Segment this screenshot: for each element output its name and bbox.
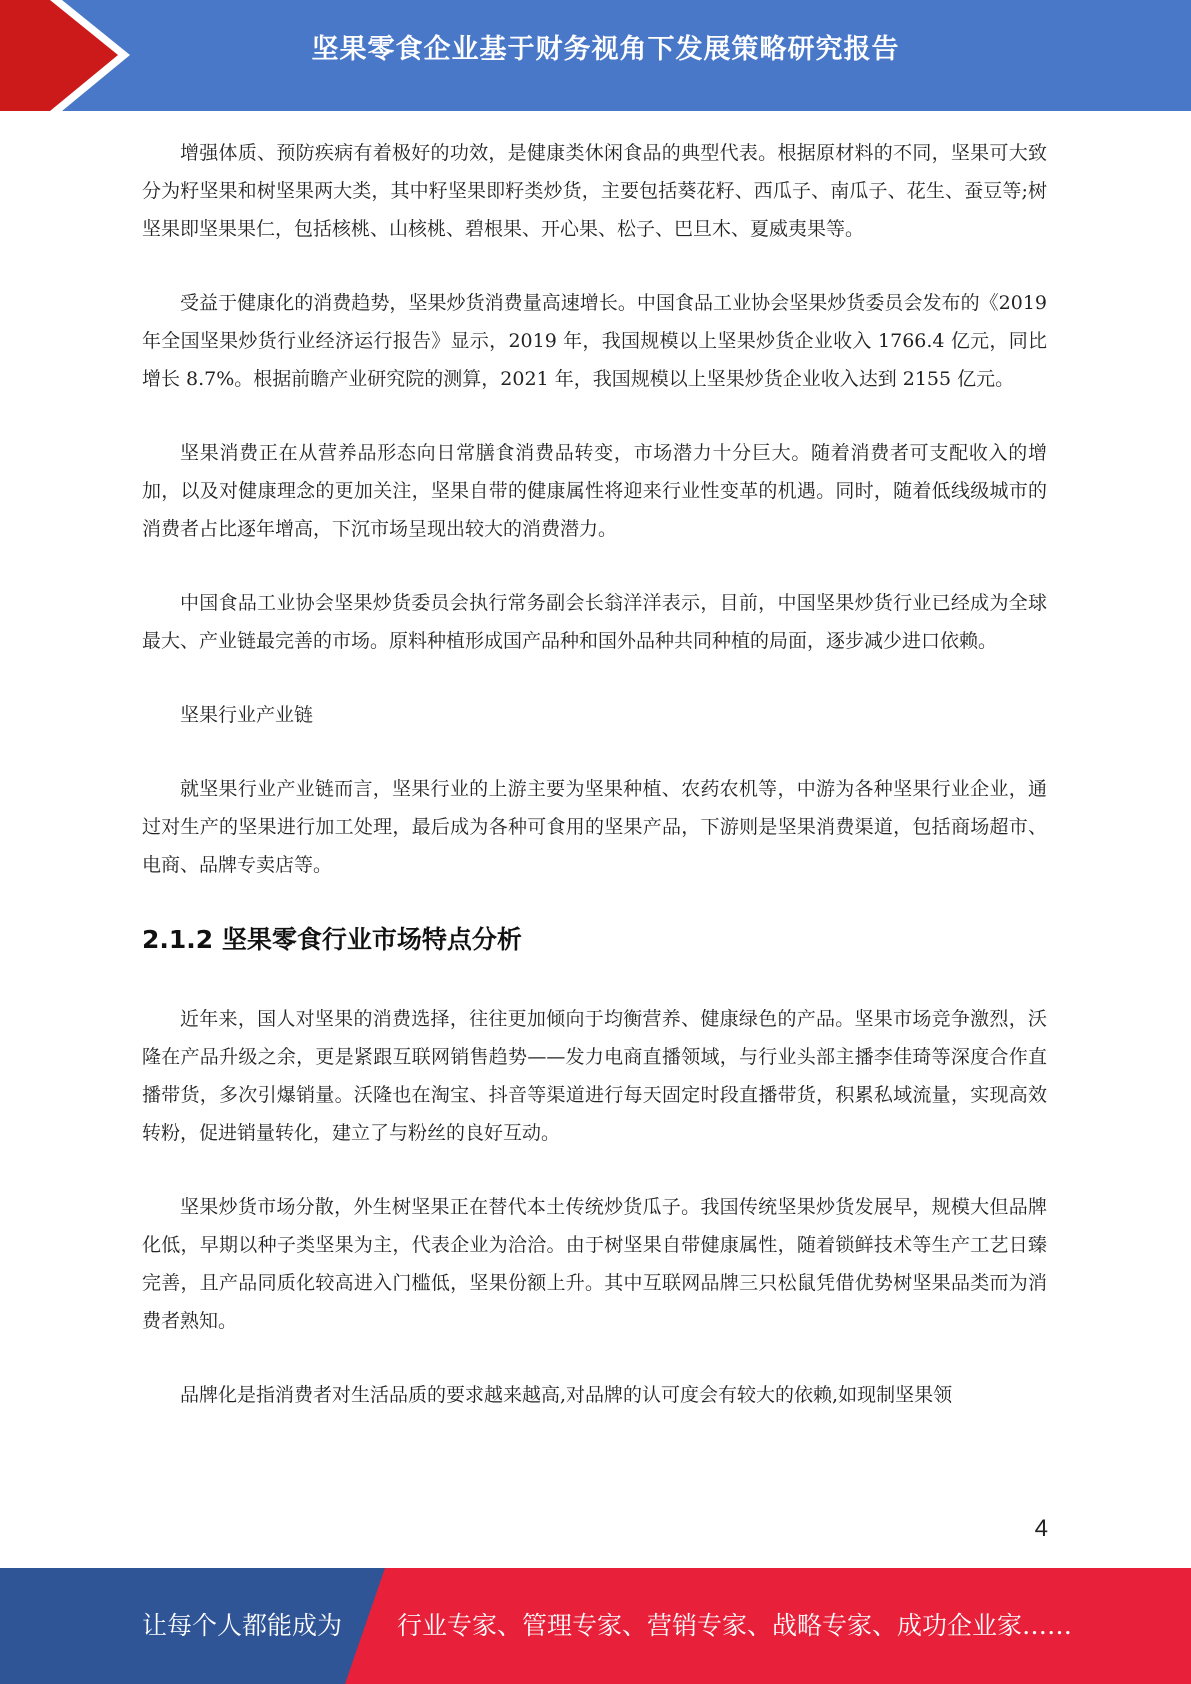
paragraph-5: 就坚果行业产业链而言，坚果行业的上游主要为坚果种植、农药农机等，中游为各种坚果行业企业，通过对生产的坚果进行加工处理，最后成为各种可食用的坚果产品，下游则是坚果消费渠道，包括商场超市、电商、品牌专卖店等。	[142, 778, 1047, 876]
paragraph-1: 增强体质、预防疾病有着极好的功效，是健康类休闲食品的典型代表。根据原材料的不同，坚果可大致分为籽坚果和树坚果两大类，其中籽坚果即籽类炒货，主要包括葵花籽、西瓜子、南瓜子、花生、蚕豆等;树坚果即坚果果仁，包括核桃、山核桃、碧根果、开心果、松子、巴旦木、夏威夷果等。	[142, 142, 1047, 240]
section-heading: 2.1.2 坚果零食行业市场特点分析	[142, 925, 522, 954]
paragraph-4: 中国食品工业协会坚果炒货委员会执行常务副会长翁洋洋表示，目前，中国坚果炒货行业已经成为全球最大、产业链最完善的市场。原料种植形成国产品种和国外品种共同种植的局面，逐步减少进口依赖。	[142, 592, 1047, 652]
section-paragraph-3: 品牌化是指消费者对生活品质的要求越来越高,对品牌的认可度会有较大的依赖,如现制坚果领	[180, 1384, 953, 1406]
paragraph-3: 坚果消费正在从营养品形态向日常膳食消费品转变，市场潜力十分巨大。随着消费者可支配收入的增加，以及对健康理念的更加关注，坚果自带的健康属性将迎来行业性变革的机遇。同时，随着低线级城市的消费者占比逐年增高，下沉市场呈现出较大的消费潜力。	[142, 442, 1047, 540]
page-body	[142, 134, 1047, 1450]
footer-banner	[0, 1568, 1191, 1684]
header-banner	[0, 0, 1191, 111]
subheading-industry-chain: 坚果行业产业链	[180, 704, 314, 726]
paragraph-2: 受益于健康化的消费趋势，坚果炒货消费量高速增长。中国食品工业协会坚果炒货委员会发布的《2019 年全国坚果炒货行业经济运行报告》显示，2019 年，我国规模以上坚果炒货企业收入 1766.4 亿元，同比增长 8.7%。根据前瞻产业研究院的测算，2021 年，我国规模以上坚果炒货企业收入达到 2155 亿元。	[142, 292, 1047, 390]
section-paragraph-2: 坚果炒货市场分散，外生树坚果正在替代本土传统炒货瓜子。我国传统坚果炒货发展早，规模大但品牌化低，早期以种子类坚果为主，代表企业为洽洽。由于树坚果自带健康属性，随着锁鲜技术等生产工艺日臻完善，且产品同质化较高进入门槛低，坚果份额上升。其中互联网品牌三只松鼠凭借优势树坚果品类而为消费者熟知。	[142, 1196, 1047, 1332]
footer-slogan-right: 行业专家、管理专家、营销专家、战略专家、成功企业家……	[397, 1611, 1073, 1640]
footer-slogan-left: 让每个人都能成为	[142, 1611, 343, 1640]
section-paragraph-1: 近年来，国人对坚果的消费选择，往往更加倾向于均衡营养、健康绿色的产品。坚果市场竞争激烈，沃隆在产品升级之余，更是紧跟互联网销售趋势——发力电商直播领域，与行业头部主播李佳琦等深度合作直播带货，多次引爆销量。沃隆也在淘宝、抖音等渠道进行每天固定时段直播带货，积累私域流量，实现高效转粉，促进销量转化，建立了与粉丝的良好互动。	[142, 1008, 1047, 1144]
document-title: 坚果零食企业基于财务视角下发展策略研究报告	[311, 34, 900, 65]
page-number: 4	[1034, 1515, 1048, 1542]
